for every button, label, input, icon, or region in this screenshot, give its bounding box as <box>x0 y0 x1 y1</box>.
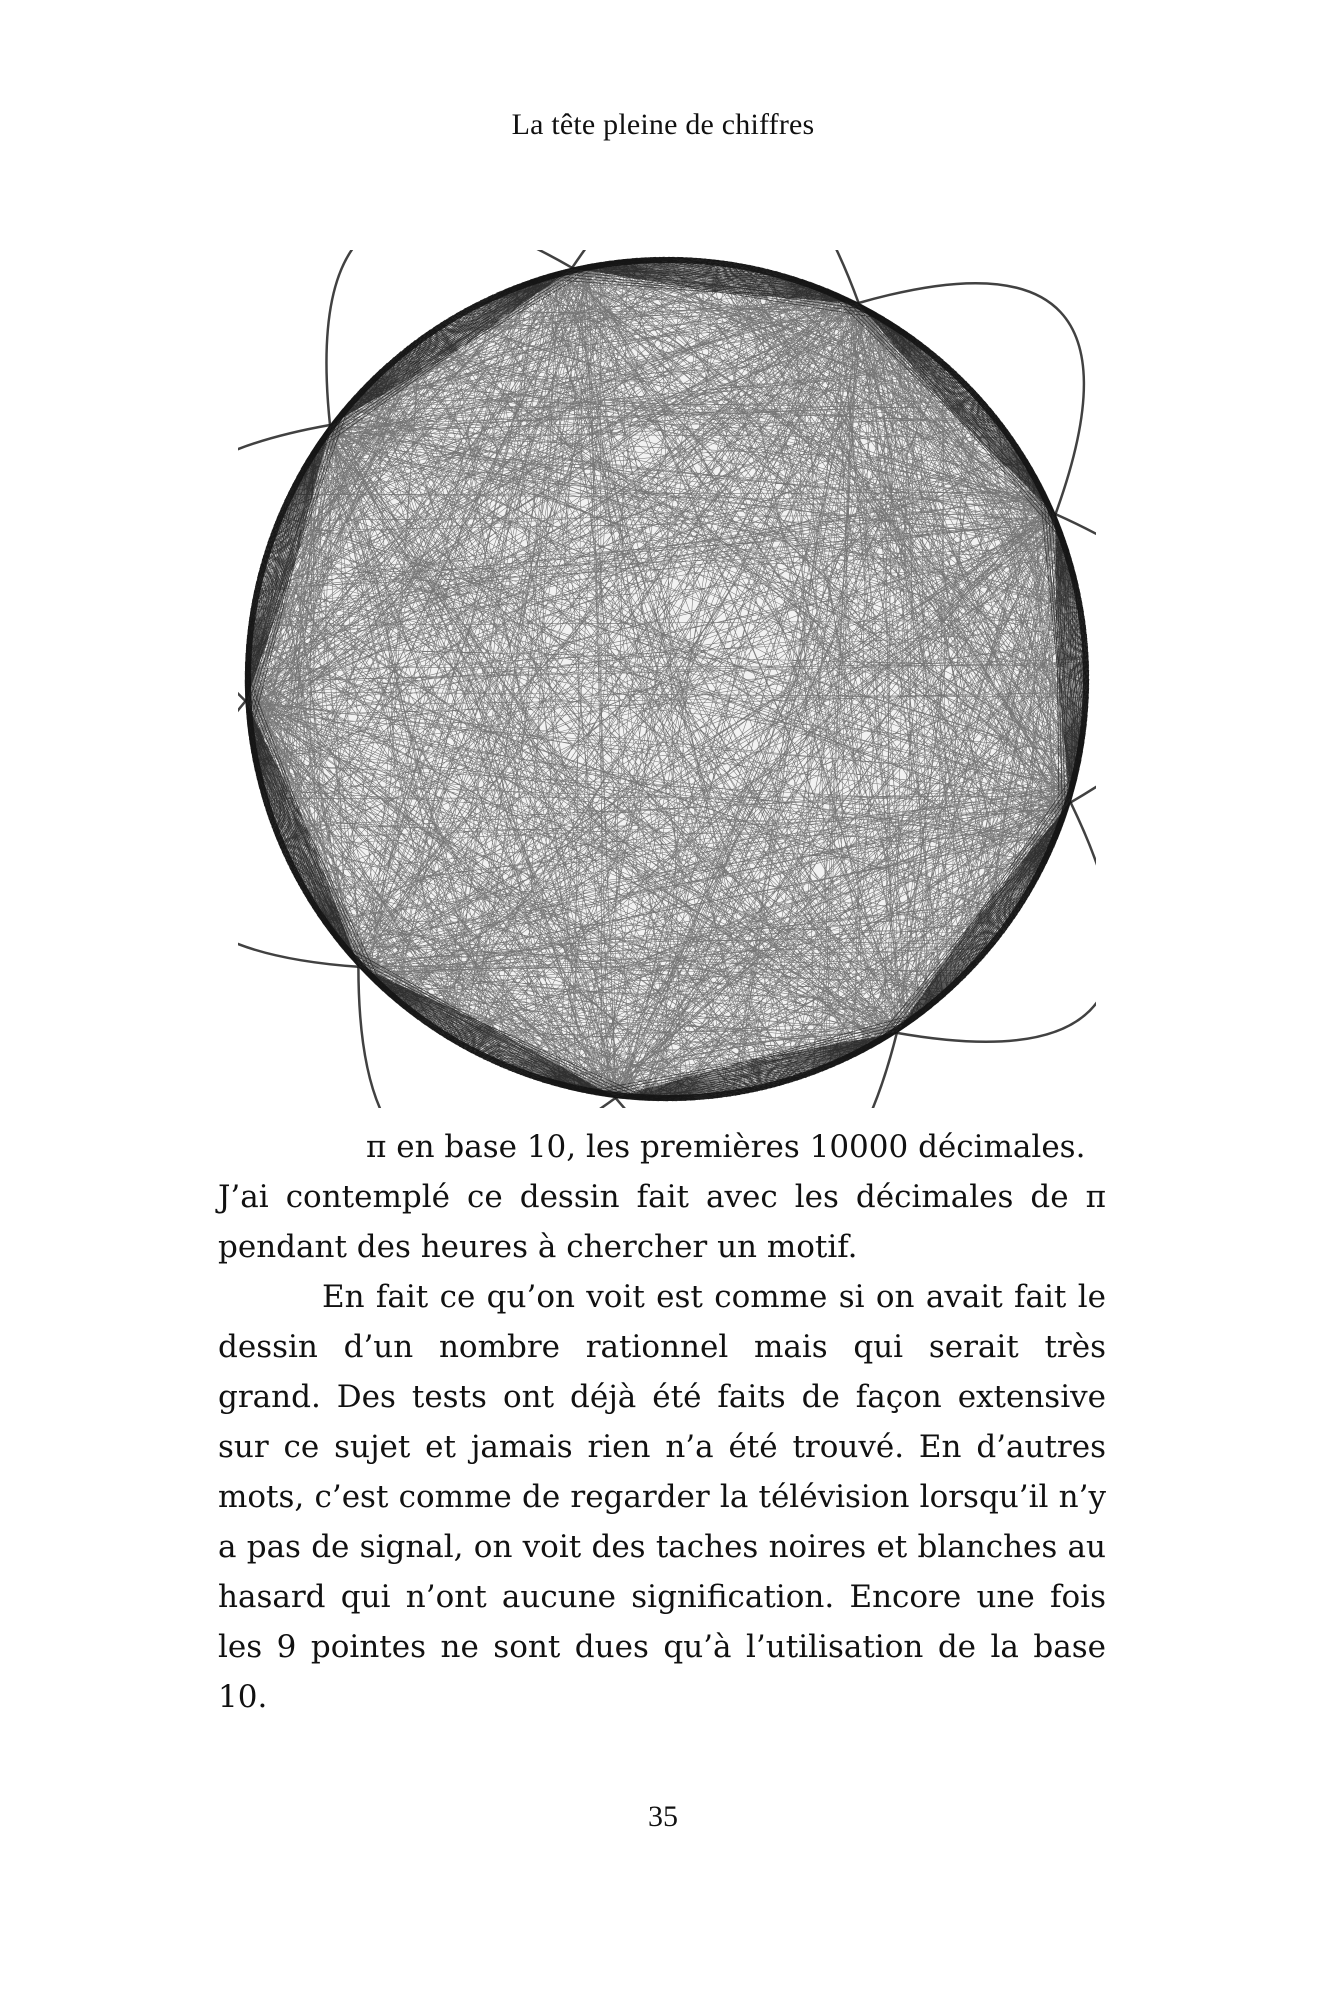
figure-caption: π en base 10, les premières 10000 décimales. <box>366 1129 1086 1165</box>
paragraph-2: En fait ce qu’on voit est comme si on avait fait le dessin d’un nombre rationnel mais qui serait très grand. Des tests ont déjà été faits de façon extensive sur ce sujet et jamais rien n’a été trouvé. En d’autres mots, c’est comme de regarder la télévision lorsqu’il n’y a pas de signal, on voit des taches noires et blanches au hasard qui n’ont aucune signification. Encore une fois les 9 pointes ne sont dues qu’à l’utilisation de la base 10. <box>218 1279 1106 1715</box>
pi-digit-circle-figure <box>238 250 1096 1108</box>
running-header: La tête pleine de chiffres <box>511 108 815 141</box>
pi-digit-circle-drawing <box>238 250 1096 1108</box>
paragraph-1: J’ai contemplé ce dessin fait avec les décimales de π pendant des heures à chercher un motif. <box>218 1179 1106 1265</box>
body-text <box>218 1122 1106 1722</box>
page-number: 35 <box>648 1800 678 1833</box>
